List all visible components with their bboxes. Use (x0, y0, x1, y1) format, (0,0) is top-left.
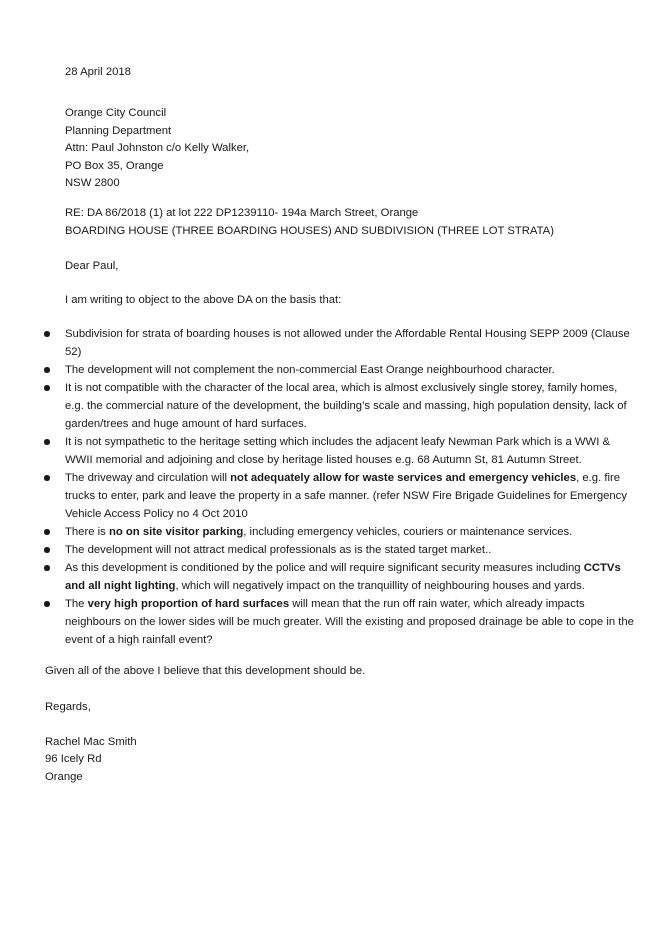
list-item (44, 433, 634, 469)
item-bold-text: not adequately allow for waste services and emergency vehicles (230, 472, 577, 484)
item-bold-text: very high proportion of hard surfaces (87, 598, 290, 610)
item-text: The (65, 598, 88, 610)
item-text: There is (65, 526, 109, 538)
recipient-line-3: Attn: Paul Johnston c/o Kelly Walker, (65, 142, 250, 154)
list-item (44, 361, 634, 379)
list-item (44, 379, 634, 433)
bullet-icon (44, 367, 50, 373)
list-item (44, 325, 634, 361)
subject-line-2: BOARDING HOUSE (THREE BOARDING HOUSES) AND SUBDIVISION (THREE LOT STRATA) (65, 225, 554, 237)
recipient-line-1: Orange City Council (65, 107, 167, 119)
conclusion-paragraph: Given all of the above I believe that this development should be. (45, 665, 366, 677)
salutation: Dear Paul, (65, 260, 119, 272)
item-text: The development will not complement the non-commercial East Orange neighbourhood character. (65, 364, 555, 376)
objection-list (44, 325, 634, 649)
list-item (44, 523, 634, 541)
signature-address-1: 96 Icely Rd (45, 753, 102, 765)
item-text: Subdivision for strata of boarding houses is not allowed under the Affordable Rental Housing SEPP 2009 (Clause 52) (65, 328, 630, 358)
bullet-icon (44, 547, 50, 553)
item-bold-text: no on site visitor parking (108, 526, 244, 538)
item-text-after: will mean that the run off rain water, which already impacts neighbours on the lower sides will be much greater. Will the existing and proposed drainage be able to cope in the event of a high rainfall event? (65, 598, 634, 646)
recipient-line-5: NSW 2800 (65, 177, 120, 189)
subject-line-1: RE: DA 86/2018 (1) at lot 222 DP1239110- 194a March Street, Orange (65, 207, 419, 219)
recipient-line-4: PO Box 35, Orange (65, 160, 164, 172)
closing: Regards, (45, 701, 91, 713)
item-text: It is not compatible with the character of the local area, which is almost exclusively single storey, family homes, e.g. the commercial nature of the development, the building’s scale and massing, high population density, lack of garden/trees and huge amount of hard surfaces. (65, 382, 627, 430)
letter-date: 28 April 2018 (65, 66, 131, 78)
bullet-icon (44, 529, 50, 535)
bullet-icon (44, 565, 50, 571)
bullet-icon (44, 385, 50, 391)
item-text: As this development is conditioned by the police and will require significant security measures including (65, 562, 584, 574)
item-text-after: , including emergency vehicles, couriers or maintenance services. (243, 526, 573, 538)
list-item (44, 541, 634, 559)
item-text-after: , e.g. fire trucks to enter, park and leave the property in a safe manner. (refer NSW Fire Brigade Guidelines for Emergency Vehicle Access Policy no 4 Oct 2010 (65, 472, 627, 520)
signature-address-2: Orange (45, 771, 83, 783)
list-item (44, 595, 634, 649)
bullet-icon (44, 331, 50, 337)
item-text: The driveway and circulation will (65, 472, 231, 484)
list-item (44, 559, 634, 595)
bullet-icon (44, 475, 50, 481)
item-text: The development will not attract medical professionals as is the stated target market.. (65, 544, 492, 556)
bullet-icon (44, 601, 50, 607)
item-bold-text: CCTVs and all night lighting (65, 562, 621, 592)
signature-name: Rachel Mac Smith (45, 736, 137, 748)
recipient-line-2: Planning Department (65, 125, 172, 137)
item-text-after: , which will negatively impact on the tranquillity of neighbouring houses and yards. (175, 580, 585, 592)
intro-paragraph: I am writing to object to the above DA on the basis that: (65, 294, 342, 306)
item-text: It is not sympathetic to the heritage setting which includes the adjacent leafy Newman Park which is a WWI & WWII memorial and adjoining and close by heritage listed houses e.g. 68 Autumn St, 81 Autumn Street. (65, 436, 611, 466)
list-item (44, 469, 634, 523)
bullet-icon (44, 439, 50, 445)
